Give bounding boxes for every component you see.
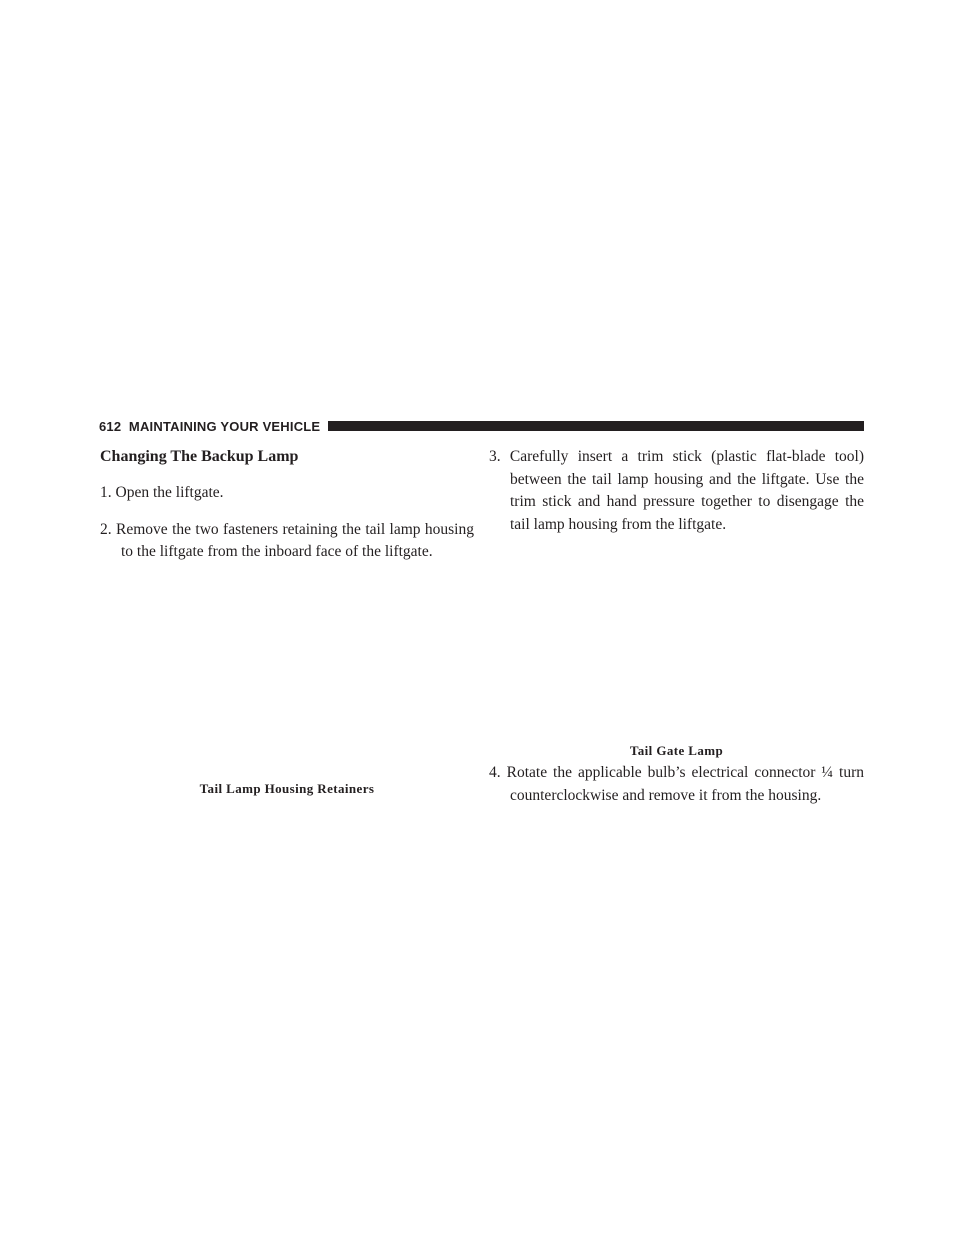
page-header xyxy=(99,416,864,436)
figure-caption-retainers: Tail Lamp Housing Retainers xyxy=(199,781,375,796)
section-title: Changing The Backup Lamp xyxy=(100,448,299,465)
page-number: 612 xyxy=(99,418,122,434)
section-name: MAINTAINING YOUR VEHICLE xyxy=(128,418,321,434)
step-3: 3. Carefully insert a trim stick (plastic flat-blade tool) between the tail lamp housing and the liftgate. Use the trim stick and hand pressure together to disengage the tail lamp housing from the liftgate. xyxy=(489,448,864,533)
step-2: 2. Remove the two fasteners retaining the tail lamp housing to the liftgate from the inboard face of the liftgate. xyxy=(100,520,474,560)
figure-caption-tail-gate-lamp: Tail Gate Lamp xyxy=(629,743,724,758)
header-rule xyxy=(328,421,864,431)
page-header-label xyxy=(99,419,320,434)
left-column xyxy=(100,446,474,578)
right-column xyxy=(489,446,864,550)
step-4: 4. Rotate the applicable bulb’s electrical connector ¼ turn counterclockwise and remove it from the housing. xyxy=(489,764,864,804)
step-1: 1. Open the liftgate. xyxy=(100,484,224,501)
